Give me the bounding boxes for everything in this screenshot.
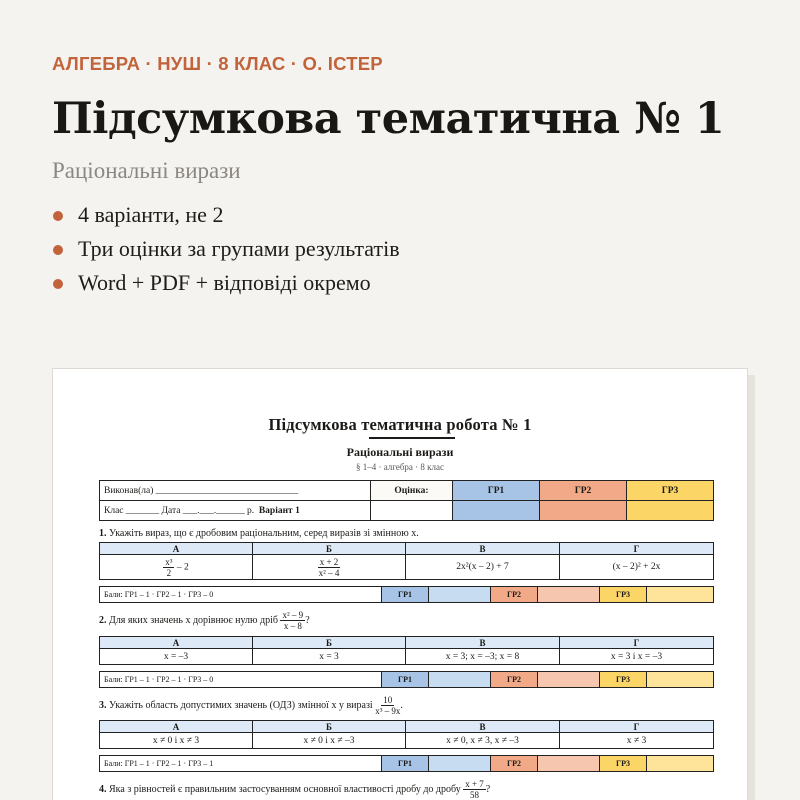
gr1-score-box: [429, 756, 491, 772]
option-b: x = 3: [253, 649, 406, 665]
gr2-label: ГР2: [491, 672, 538, 688]
option-letter: А: [100, 543, 253, 555]
question-1: 1. Укажіть вираз, що є дробовим раціональним, серед виразів зі змінною x.: [99, 528, 419, 539]
variant-label: Варіант 1: [258, 505, 300, 516]
gr2-score-box: [538, 756, 600, 772]
gr2-score-box: [538, 672, 600, 688]
answers-q2: [99, 636, 714, 665]
answers-q1: [99, 542, 714, 580]
option-letter: Г: [560, 543, 714, 555]
gr3-label: ГР3: [600, 672, 647, 688]
option-d: (x – 2)² + 2x: [560, 555, 714, 580]
option-a: x ≠ 0 і x ≠ 3: [100, 733, 253, 749]
page-subtitle: Раціональні вирази: [52, 158, 241, 183]
feature-item: Три оцінки за групами результатів: [52, 234, 400, 268]
gr2-label: ГР2: [491, 587, 538, 603]
score-row-q2: [99, 671, 714, 688]
title-underline: [369, 437, 455, 439]
feature-list: [52, 200, 400, 302]
sheet-subtitle: Раціональні вирази: [346, 445, 454, 459]
option-b: $\frac{x + 2}{\text{x² – 4}}$: [253, 555, 406, 580]
option-letter: В: [406, 721, 560, 733]
option-a: $\frac{\text{x³}}{2}$ – 2: [100, 555, 253, 580]
sheet-section-note: § 1–4 · алгебра · 8 клас: [355, 462, 445, 472]
score-text: Бали: ГР1 – 1 · ГР2 – 1 · ГР3 – 1: [100, 756, 382, 772]
grade-label: Оцінка:: [371, 481, 453, 501]
score-row-q1: [99, 586, 714, 603]
option-c: x ≠ 0, x ≠ 3, x ≠ –3: [406, 733, 560, 749]
gr3-label: ГР3: [600, 587, 647, 603]
worksheet-preview: [52, 368, 748, 800]
grade-empty-cell: [371, 501, 453, 521]
answers-q3: [99, 720, 714, 749]
feature-item: Word + PDF + відповіді окремо: [52, 268, 400, 302]
gr2-score-box: [538, 587, 600, 603]
feature-item: 4 варіанти, не 2: [52, 200, 400, 234]
gr3-score-box: [647, 672, 714, 688]
gr3-header: ГР3: [627, 481, 714, 501]
score-text: Бали: ГР1 – 1 · ГР2 – 1 · ГР3 – 0: [100, 672, 382, 688]
bullet-icon: [53, 279, 63, 289]
sheet-title: Підсумкова тематична робота № 1: [268, 415, 532, 434]
subject-kicker: АЛГЕБРА · НУШ · 8 КЛАС · О. ІСТЕР: [52, 53, 383, 74]
question-4: 4. Яка з рівностей є правильним застосуванням основної властивості дробу до дробу $\frac{x + 7}{58}$ ?: [99, 779, 491, 800]
option-letter: А: [100, 637, 253, 649]
option-a: x = –3: [100, 649, 253, 665]
score-row-q3: [99, 755, 714, 772]
gr3-label: ГР3: [600, 756, 647, 772]
gr3-score-box: [647, 756, 714, 772]
performer-field: Виконав(ла) ______________________________: [100, 481, 371, 501]
question-2: 2. Для яких значень x дорівнює нулю дріб $\frac{\text{x² – 9}}{x - 8}$ ?: [99, 610, 310, 631]
gr2-header: ГР2: [540, 481, 627, 501]
student-header-table: [99, 480, 714, 521]
gr3-score-cell: [627, 501, 714, 521]
gr1-label: ГР1: [382, 756, 429, 772]
gr1-score-cell: [453, 501, 540, 521]
gr1-label: ГР1: [382, 587, 429, 603]
question-3: 3. Укажіть область допустимих значень (ОДЗ) змінної x у виразі $\frac{10}{\text{x³ – 9x}}$ .: [99, 695, 403, 716]
option-letter: Б: [253, 721, 406, 733]
gr1-label: ГР1: [382, 672, 429, 688]
option-d: x ≠ 3: [560, 733, 714, 749]
option-letter: Г: [560, 637, 714, 649]
gr2-label: ГР2: [491, 756, 538, 772]
option-letter: В: [406, 543, 560, 555]
class-date-field: Клас _______ Дата ___.___.______ р. Варіант 1: [100, 501, 371, 521]
option-c: 2x²(x – 2) + 7: [406, 555, 560, 580]
gr1-score-box: [429, 587, 491, 603]
gr2-score-cell: [540, 501, 627, 521]
gr1-header: ГР1: [453, 481, 540, 501]
option-letter: Б: [253, 637, 406, 649]
bullet-icon: [53, 211, 63, 221]
option-b: x ≠ 0 і x ≠ –3: [253, 733, 406, 749]
option-c: x = 3; x = –3; x = 8: [406, 649, 560, 665]
gr3-score-box: [647, 587, 714, 603]
option-d: x = 3 і x = –3: [560, 649, 714, 665]
page-title: Підсумкова тематична № 1: [52, 94, 725, 144]
option-letter: А: [100, 721, 253, 733]
option-letter: В: [406, 637, 560, 649]
option-letter: Г: [560, 721, 714, 733]
score-text: Бали: ГР1 – 1 · ГР2 – 1 · ГР3 – 0: [100, 587, 382, 603]
bullet-icon: [53, 245, 63, 255]
option-letter: Б: [253, 543, 406, 555]
gr1-score-box: [429, 672, 491, 688]
